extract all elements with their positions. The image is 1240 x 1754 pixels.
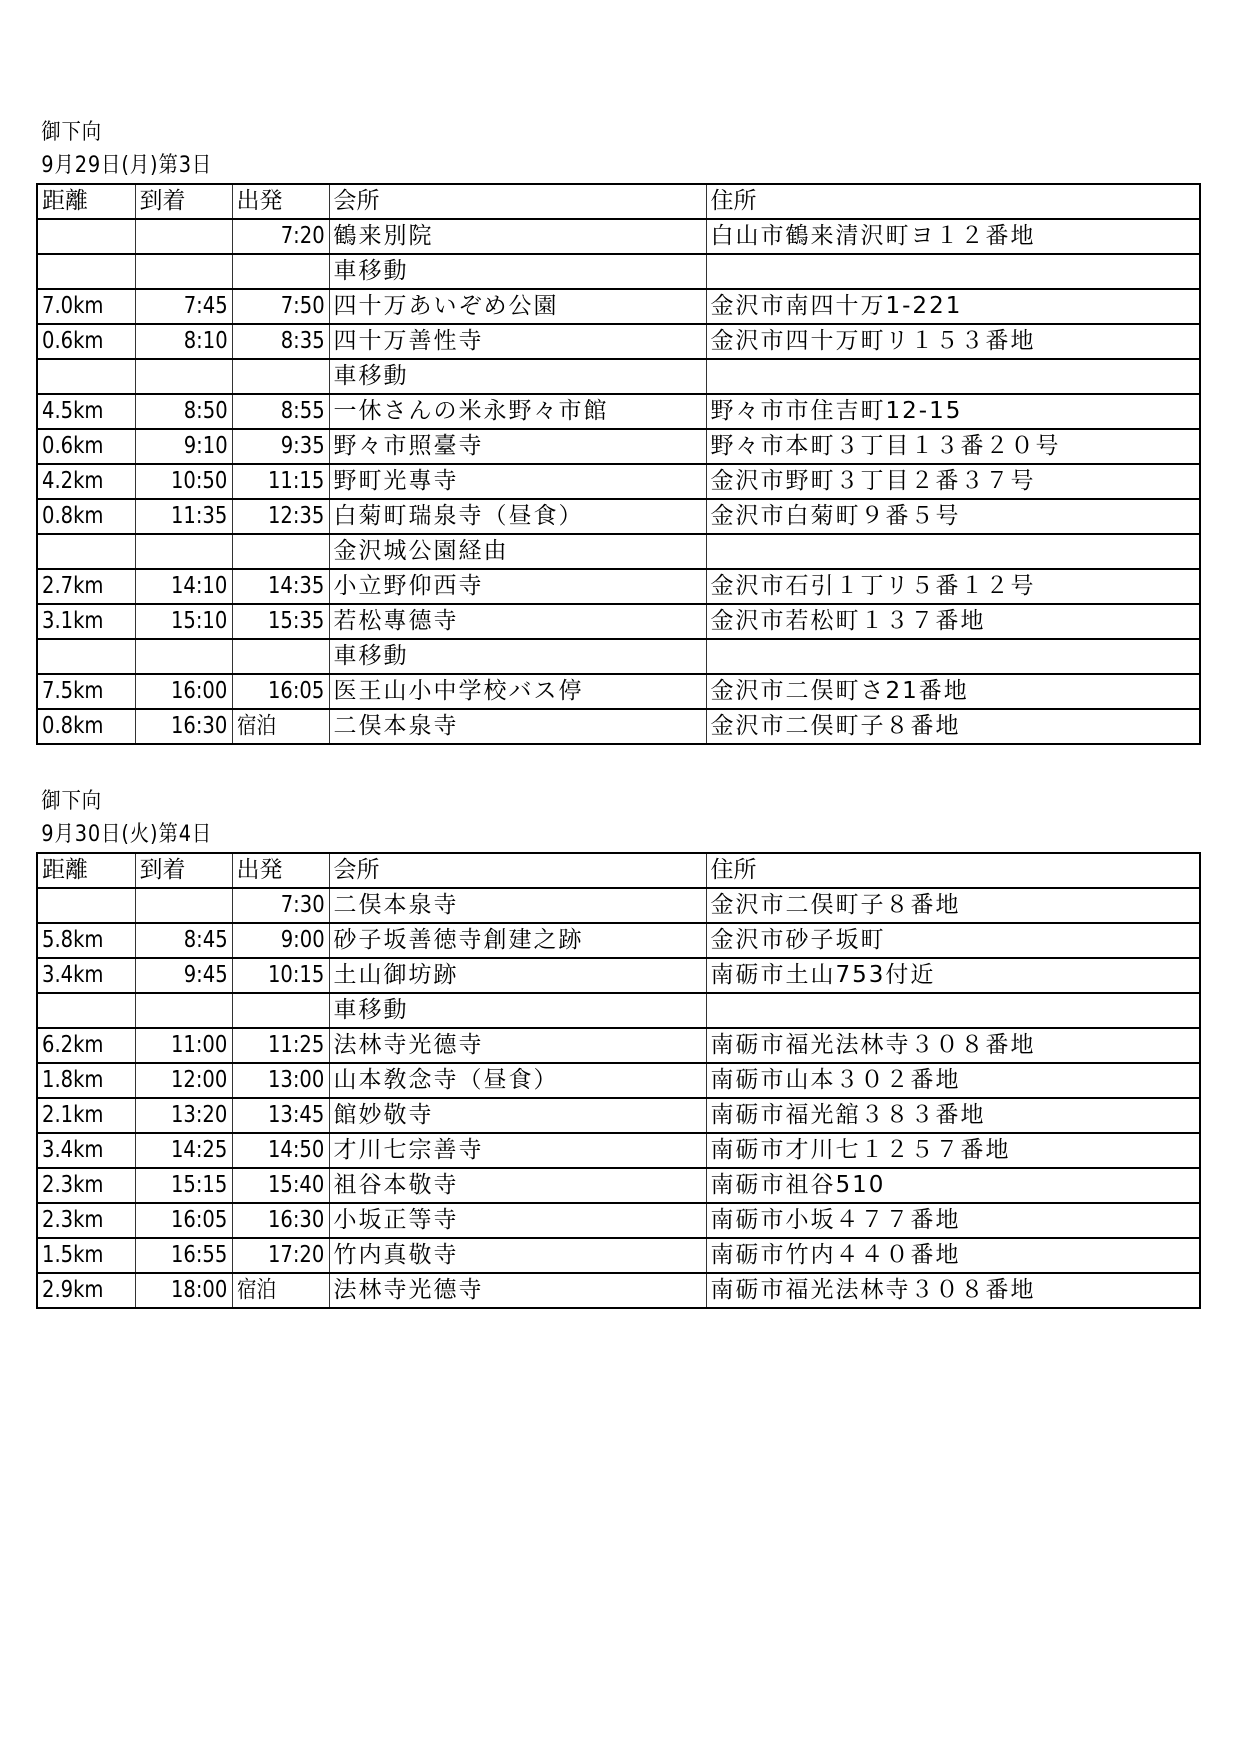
arrival-cell-text: 12:00 (171, 1067, 228, 1093)
distance-cell-text: 2.9km (42, 1277, 104, 1303)
table-row (37, 993, 1200, 1028)
arrival-cell-text: 15:15 (171, 1172, 228, 1198)
arrival-cell-text: 8:10 (183, 328, 228, 354)
distance-cell (37, 674, 135, 709)
departure-cell (232, 888, 329, 923)
address-cell (706, 254, 1200, 289)
venue-cell (329, 219, 706, 254)
arrival-cell (135, 1238, 232, 1273)
address-cell-text: 金沢市野町３丁目２番３７号 (710, 468, 1036, 494)
address-cell-text: 南砺市小坂４７７番地 (710, 1207, 961, 1233)
venue-cell-text: 砂子坂善徳寺創建之跡 (333, 927, 584, 953)
distance-cell-text: 2.7km (42, 573, 104, 599)
col-header-departure: 出発 (232, 853, 329, 888)
arrival-cell (135, 1133, 232, 1168)
arrival-cell (135, 254, 232, 289)
departure-cell-text: 8:55 (280, 398, 325, 424)
departure-cell (232, 1273, 329, 1308)
distance-cell-text: 4.2km (42, 468, 104, 494)
address-cell (706, 359, 1200, 394)
arrival-cell (135, 569, 232, 604)
departure-cell-text: 15:35 (268, 608, 325, 634)
distance-cell-text: 3.4km (42, 962, 104, 988)
distance-cell-text: 3.1km (42, 608, 104, 634)
address-cell-text: 野々市市住吉町12-15 (710, 398, 963, 424)
table-row (37, 464, 1200, 499)
venue-cell (329, 888, 706, 923)
venue-cell (329, 604, 706, 639)
address-cell (706, 604, 1200, 639)
departure-cell (232, 569, 329, 604)
header-row (37, 184, 1200, 219)
table-row (37, 569, 1200, 604)
distance-cell-text: 0.6km (42, 328, 104, 354)
address-cell-text: 南砺市山本３０２番地 (710, 1067, 961, 1093)
distance-cell-text: 6.2km (42, 1032, 104, 1058)
address-cell (706, 429, 1200, 464)
address-cell (706, 888, 1200, 923)
departure-cell (232, 709, 329, 744)
section-date: 9月30日(火)第4日 (41, 822, 213, 847)
arrival-cell-text: 10:50 (171, 468, 228, 494)
venue-cell (329, 429, 706, 464)
departure-cell (232, 254, 329, 289)
departure-cell-text: 9:00 (280, 927, 325, 953)
day-section-2 (36, 785, 1199, 1309)
venue-cell (329, 709, 706, 744)
venue-cell (329, 464, 706, 499)
arrival-cell (135, 993, 232, 1028)
address-cell (706, 394, 1200, 429)
distance-cell (37, 534, 135, 569)
departure-cell (232, 1168, 329, 1203)
departure-cell-text: 10:15 (268, 962, 325, 988)
distance-cell-text: 4.5km (42, 398, 104, 424)
address-cell (706, 923, 1200, 958)
distance-cell (37, 1098, 135, 1133)
address-cell (706, 569, 1200, 604)
venue-cell (329, 958, 706, 993)
address-cell-text: 南砺市竹内４４０番地 (710, 1242, 961, 1268)
arrival-cell-text: 18:00 (171, 1277, 228, 1303)
distance-cell (37, 219, 135, 254)
distance-cell-text: 2.3km (42, 1207, 104, 1233)
departure-cell (232, 499, 329, 534)
venue-cell-text: 野々市照臺寺 (333, 433, 484, 459)
arrival-cell-text: 14:25 (171, 1137, 228, 1163)
departure-cell-text: 7:30 (280, 892, 325, 918)
distance-cell-text: 0.8km (42, 713, 104, 739)
col-header-departure: 出発 (232, 184, 329, 219)
distance-cell (37, 499, 135, 534)
distance-cell (37, 1133, 135, 1168)
address-cell-text: 金沢市二俣町さ21番地 (710, 678, 969, 704)
venue-cell (329, 569, 706, 604)
section-date: 9月29日(月)第3日 (41, 153, 213, 178)
distance-cell (37, 324, 135, 359)
arrival-cell-text: 16:00 (171, 678, 228, 704)
address-cell-text: 南砺市土山753付近 (710, 962, 936, 988)
table-row (37, 499, 1200, 534)
arrival-cell (135, 464, 232, 499)
address-cell-text: 金沢市二俣町子８番地 (710, 892, 961, 918)
venue-cell (329, 1133, 706, 1168)
address-cell (706, 1028, 1200, 1063)
distance-cell (37, 1273, 135, 1308)
distance-cell (37, 569, 135, 604)
venue-cell (329, 359, 706, 394)
distance-cell-text: 3.4km (42, 1137, 104, 1163)
venue-cell-text: 野町光專寺 (333, 468, 459, 494)
distance-cell-text: 5.8km (42, 927, 104, 953)
distance-cell (37, 639, 135, 674)
address-cell (706, 1168, 1200, 1203)
col-header-arrival: 到着 (135, 853, 232, 888)
venue-cell (329, 674, 706, 709)
table-body (37, 888, 1200, 1308)
arrival-cell-text: 8:50 (183, 398, 228, 424)
arrival-cell-text: 9:10 (183, 433, 228, 459)
departure-cell (232, 639, 329, 674)
departure-cell (232, 429, 329, 464)
departure-cell (232, 394, 329, 429)
departure-cell (232, 674, 329, 709)
distance-cell-text: 2.1km (42, 1102, 104, 1128)
table-row (37, 709, 1200, 744)
departure-cell (232, 1238, 329, 1273)
departure-cell (232, 993, 329, 1028)
distance-cell (37, 923, 135, 958)
departure-cell-text: 11:25 (268, 1032, 325, 1058)
address-cell (706, 534, 1200, 569)
departure-cell-text: 13:45 (268, 1102, 325, 1128)
address-cell (706, 674, 1200, 709)
distance-cell-text: 7.0km (42, 293, 104, 319)
arrival-cell (135, 1203, 232, 1238)
departure-cell (232, 958, 329, 993)
address-cell-text: 南砺市才川七１２５７番地 (710, 1137, 1011, 1163)
arrival-cell (135, 429, 232, 464)
venue-cell-text: 山本敎念寺（昼食） (333, 1067, 559, 1093)
section-title: 御下向 (41, 120, 103, 145)
table-row (37, 324, 1200, 359)
arrival-cell (135, 534, 232, 569)
venue-cell (329, 1028, 706, 1063)
address-cell (706, 1238, 1200, 1273)
schedule-table-day3 (36, 183, 1201, 745)
table-body (37, 219, 1200, 744)
arrival-cell-text: 11:00 (171, 1032, 228, 1058)
departure-cell (232, 1203, 329, 1238)
venue-cell-text: 法林寺光德寺 (333, 1277, 484, 1303)
venue-cell-text: 土山御坊跡 (333, 962, 459, 988)
venue-cell (329, 499, 706, 534)
table-row (37, 604, 1200, 639)
col-header-arrival: 到着 (135, 184, 232, 219)
venue-cell-text: 車移動 (333, 258, 409, 284)
venue-cell-text: 医王山小中学校バス停 (333, 678, 584, 704)
table-row (37, 1168, 1200, 1203)
arrival-cell-text: 11:35 (171, 503, 228, 529)
departure-cell (232, 604, 329, 639)
col-header-address: 住所 (706, 184, 1200, 219)
distance-cell (37, 1168, 135, 1203)
venue-cell-text: 四十万善性寺 (333, 328, 484, 354)
departure-cell-text: 宿泊 (236, 713, 276, 739)
col-header-distance: 距離 (37, 853, 135, 888)
address-cell (706, 219, 1200, 254)
arrival-cell-text: 16:55 (171, 1242, 228, 1268)
arrival-cell (135, 1028, 232, 1063)
arrival-cell (135, 1098, 232, 1133)
arrival-cell (135, 219, 232, 254)
col-header-address: 住所 (706, 853, 1200, 888)
departure-cell-text: 16:05 (268, 678, 325, 704)
address-cell (706, 1203, 1200, 1238)
departure-cell-text: 17:20 (268, 1242, 325, 1268)
address-cell (706, 1273, 1200, 1308)
departure-cell (232, 1133, 329, 1168)
venue-cell-text: 小立野仰西寺 (333, 573, 484, 599)
address-cell-text: 金沢市南四十万1-221 (710, 293, 963, 319)
departure-cell-text: 8:35 (280, 328, 325, 354)
address-cell-text: 金沢市四十万町リ１５３番地 (710, 328, 1036, 354)
venue-cell-text: 竹内真敬寺 (333, 1242, 459, 1268)
table-row (37, 639, 1200, 674)
table-row (37, 1133, 1200, 1168)
arrival-cell (135, 359, 232, 394)
arrival-cell-text: 7:45 (183, 293, 228, 319)
departure-cell (232, 1098, 329, 1133)
distance-cell (37, 1063, 135, 1098)
address-cell-text: 金沢市石引１丁リ５番１２号 (710, 573, 1036, 599)
arrival-cell (135, 674, 232, 709)
departure-cell (232, 923, 329, 958)
distance-cell (37, 958, 135, 993)
distance-cell (37, 1028, 135, 1063)
distance-cell (37, 394, 135, 429)
col-header-venue: 会所 (329, 184, 706, 219)
venue-cell-text: 一休さんの米永野々市館 (333, 398, 609, 424)
departure-cell-text: 15:40 (268, 1172, 325, 1198)
venue-cell-text: 白菊町瑞泉寺（昼食） (333, 503, 584, 529)
arrival-cell-text: 9:45 (183, 962, 228, 988)
departure-cell-text: 13:00 (268, 1067, 325, 1093)
venue-cell (329, 324, 706, 359)
address-cell (706, 958, 1200, 993)
departure-cell-text: 宿泊 (236, 1277, 276, 1303)
arrival-cell-text: 16:30 (171, 713, 228, 739)
venue-cell-text: 小坂正等寺 (333, 1207, 459, 1233)
distance-cell (37, 1238, 135, 1273)
table-row (37, 219, 1200, 254)
departure-cell (232, 289, 329, 324)
venue-cell-text: 館妙敬寺 (333, 1102, 434, 1128)
venue-cell-text: 才川七宗善寺 (333, 1137, 484, 1163)
venue-cell (329, 394, 706, 429)
venue-cell (329, 639, 706, 674)
venue-cell-text: 車移動 (333, 363, 409, 389)
distance-cell (37, 359, 135, 394)
departure-cell-text: 7:20 (280, 223, 325, 249)
arrival-cell-text: 16:05 (171, 1207, 228, 1233)
table-row (37, 1098, 1200, 1133)
departure-cell-text: 14:50 (268, 1137, 325, 1163)
address-cell-text: 金沢市白菊町９番５号 (710, 503, 961, 529)
col-header-venue: 会所 (329, 853, 706, 888)
table-row (37, 394, 1200, 429)
address-cell (706, 993, 1200, 1028)
departure-cell-text: 11:15 (268, 468, 325, 494)
departure-cell (232, 1028, 329, 1063)
distance-cell-text: 1.5km (42, 1242, 104, 1268)
distance-cell-text: 0.6km (42, 433, 104, 459)
table-row (37, 674, 1200, 709)
col-header-distance: 距離 (37, 184, 135, 219)
venue-cell (329, 1168, 706, 1203)
distance-cell (37, 888, 135, 923)
address-cell (706, 1133, 1200, 1168)
venue-cell (329, 993, 706, 1028)
venue-cell-text: 二俣本泉寺 (333, 713, 459, 739)
arrival-cell (135, 1273, 232, 1308)
address-cell-text: 野々市本町３丁目１３番２０号 (710, 433, 1061, 459)
venue-cell (329, 923, 706, 958)
arrival-cell (135, 394, 232, 429)
table-row (37, 289, 1200, 324)
venue-cell-text: 車移動 (333, 643, 409, 669)
venue-cell-text: 祖谷本敬寺 (333, 1172, 459, 1198)
venue-cell (329, 254, 706, 289)
venue-cell-text: 金沢城公園経由 (333, 538, 509, 564)
departure-cell-text: 14:35 (268, 573, 325, 599)
distance-cell (37, 993, 135, 1028)
distance-cell (37, 604, 135, 639)
table-row (37, 888, 1200, 923)
arrival-cell (135, 709, 232, 744)
arrival-cell (135, 499, 232, 534)
table-row (37, 1028, 1200, 1063)
table-row (37, 1203, 1200, 1238)
arrival-cell (135, 1168, 232, 1203)
venue-cell-text: 車移動 (333, 997, 409, 1023)
header-row (37, 853, 1200, 888)
distance-cell-text: 2.3km (42, 1172, 104, 1198)
address-cell (706, 639, 1200, 674)
arrival-cell-text: 14:10 (171, 573, 228, 599)
departure-cell-text: 16:30 (268, 1207, 325, 1233)
distance-cell (37, 1203, 135, 1238)
table-row (37, 958, 1200, 993)
venue-cell (329, 1273, 706, 1308)
address-cell (706, 709, 1200, 744)
address-cell-text: 南砺市福光法林寺３０８番地 (710, 1032, 1036, 1058)
distance-cell-text: 0.8km (42, 503, 104, 529)
arrival-cell (135, 888, 232, 923)
address-cell-text: 金沢市二俣町子８番地 (710, 713, 961, 739)
address-cell-text: 金沢市若松町１３７番地 (710, 608, 986, 634)
venue-cell (329, 1063, 706, 1098)
distance-cell (37, 709, 135, 744)
address-cell-text: 金沢市砂子坂町 (710, 927, 886, 953)
table-row (37, 923, 1200, 958)
schedule-table-day4 (36, 852, 1201, 1309)
venue-cell (329, 289, 706, 324)
venue-cell (329, 1203, 706, 1238)
section-title: 御下向 (41, 789, 103, 814)
arrival-cell (135, 289, 232, 324)
arrival-cell-text: 15:10 (171, 608, 228, 634)
departure-cell (232, 1063, 329, 1098)
arrival-cell-text: 13:20 (171, 1102, 228, 1128)
distance-cell (37, 429, 135, 464)
distance-cell (37, 254, 135, 289)
arrival-cell (135, 604, 232, 639)
table-row (37, 254, 1200, 289)
arrival-cell (135, 958, 232, 993)
address-cell-text: 南砺市福光舘３８３番地 (710, 1102, 986, 1128)
table-row (37, 429, 1200, 464)
address-cell-text: 南砺市祖谷510 (710, 1172, 886, 1198)
address-cell (706, 1063, 1200, 1098)
address-cell (706, 324, 1200, 359)
venue-cell-text: 若松專德寺 (333, 608, 459, 634)
address-cell (706, 464, 1200, 499)
table-row (37, 1238, 1200, 1273)
departure-cell-text: 12:35 (268, 503, 325, 529)
venue-cell-text: 法林寺光德寺 (333, 1032, 484, 1058)
table-row (37, 1273, 1200, 1308)
departure-cell (232, 324, 329, 359)
venue-cell (329, 534, 706, 569)
departure-cell (232, 359, 329, 394)
venue-cell-text: 二俣本泉寺 (333, 892, 459, 918)
day-section-1 (36, 116, 1199, 745)
departure-cell (232, 464, 329, 499)
departure-cell (232, 534, 329, 569)
departure-cell (232, 219, 329, 254)
address-cell-text: 白山市鶴来清沢町ヨ１２番地 (710, 223, 1036, 249)
address-cell (706, 1098, 1200, 1133)
arrival-cell (135, 923, 232, 958)
address-cell-text: 南砺市福光法林寺３０８番地 (710, 1277, 1036, 1303)
departure-cell-text: 9:35 (280, 433, 325, 459)
venue-cell-text: 鶴来別院 (333, 223, 434, 249)
distance-cell-text: 7.5km (42, 678, 104, 704)
distance-cell (37, 464, 135, 499)
table-row (37, 359, 1200, 394)
venue-cell (329, 1238, 706, 1273)
arrival-cell (135, 1063, 232, 1098)
arrival-cell (135, 639, 232, 674)
address-cell (706, 499, 1200, 534)
table-row (37, 534, 1200, 569)
address-cell (706, 289, 1200, 324)
distance-cell-text: 1.8km (42, 1067, 104, 1093)
venue-cell (329, 1098, 706, 1133)
departure-cell-text: 7:50 (280, 293, 325, 319)
distance-cell (37, 289, 135, 324)
venue-cell-text: 四十万あいぞめ公園 (333, 293, 559, 319)
arrival-cell (135, 324, 232, 359)
arrival-cell-text: 8:45 (183, 927, 228, 953)
table-row (37, 1063, 1200, 1098)
